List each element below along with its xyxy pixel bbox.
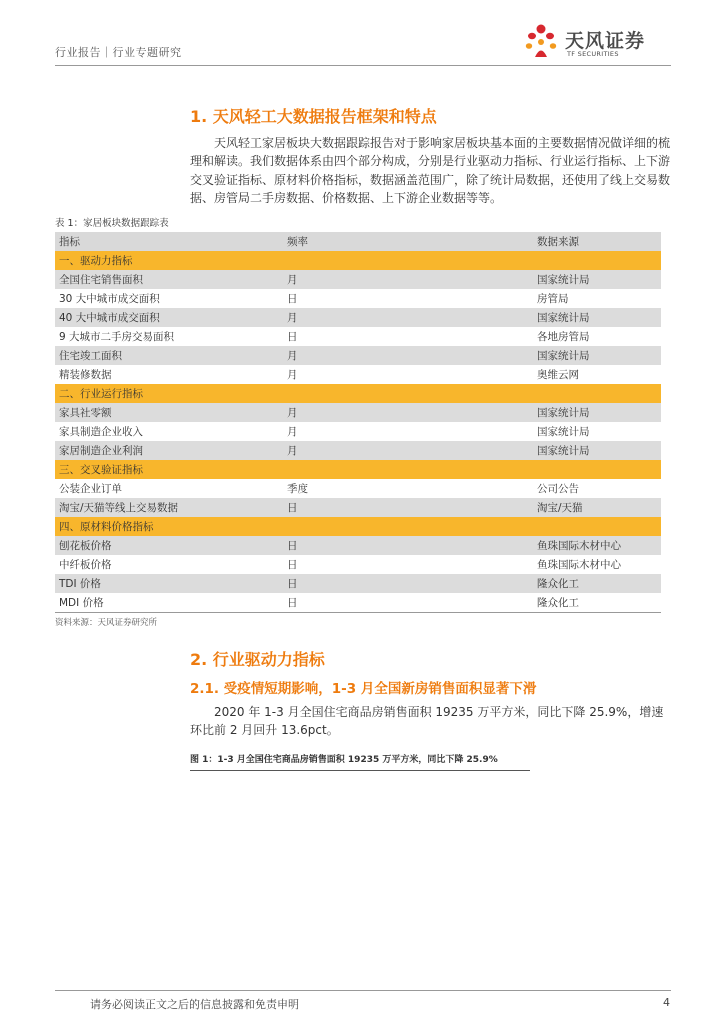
cell-indicator: 家具制造企业收入 <box>55 422 283 441</box>
cell-indicator: MDI 价格 <box>55 593 283 612</box>
section-2-1-title: 2.1. 受疫情短期影响，1-3 月全国新房销售面积显著下滑 <box>190 681 537 697</box>
tracking-table <box>55 232 661 613</box>
table-row <box>55 555 661 574</box>
cell-frequency: 月 <box>283 403 533 422</box>
table-row <box>55 574 661 593</box>
cell-source: 国家统计局 <box>533 422 661 441</box>
cell-source: 奥维云网 <box>533 365 661 384</box>
cell-indicator: 精装修数据 <box>55 365 283 384</box>
cell-source: 鱼珠国际木材中心 <box>533 536 661 555</box>
cell-source <box>533 517 661 536</box>
cell-frequency: 月 <box>283 346 533 365</box>
cell-source: 国家统计局 <box>533 346 661 365</box>
cell-frequency <box>283 460 533 479</box>
footer-divider <box>55 990 671 991</box>
cell-frequency: 日 <box>283 555 533 574</box>
table-row <box>55 289 661 308</box>
table-row <box>55 327 661 346</box>
cell-frequency: 日 <box>283 327 533 346</box>
cell-source <box>533 460 661 479</box>
cell-indicator: 家居制造企业利润 <box>55 441 283 460</box>
figure-caption: 图 1：1-3 月全国住宅商品房销售面积 19235 万平方米，同比下降 25.9% <box>190 751 530 771</box>
cell-frequency: 月 <box>283 422 533 441</box>
cell-source: 国家统计局 <box>533 441 661 460</box>
page-number: 4 <box>663 996 670 1009</box>
cell-frequency: 日 <box>283 498 533 517</box>
cell-source: 国家统计局 <box>533 308 661 327</box>
tf-securities-logo-icon <box>521 22 561 62</box>
table-body <box>55 251 661 612</box>
table-row <box>55 308 661 327</box>
section-2-title: 2. 行业驱动力指标 <box>190 650 325 669</box>
cell-indicator: 四、原材料价格指标 <box>55 517 283 536</box>
cell-frequency: 日 <box>283 536 533 555</box>
cell-indicator: 淘宝/天猫等线上交易数据 <box>55 498 283 517</box>
cell-frequency: 月 <box>283 308 533 327</box>
table-row <box>55 593 661 612</box>
cell-indicator: 中纤板价格 <box>55 555 283 574</box>
section-2-paragraph: 2020 年 1-3 月全国住宅商品房销售面积 19235 万平方米，同比下降 25.9%，增速环比前 2 月回升 13.6pct。 <box>190 705 664 738</box>
cell-source <box>533 384 661 403</box>
page-header <box>55 0 671 66</box>
cell-source: 各地房管局 <box>533 327 661 346</box>
logo-text-cn: 天风证券 <box>565 30 646 52</box>
cell-source: 房管局 <box>533 289 661 308</box>
table-row <box>55 365 661 384</box>
table-header-row <box>55 232 661 251</box>
cell-indicator: 全国住宅销售面积 <box>55 270 283 289</box>
cell-frequency: 月 <box>283 365 533 384</box>
cell-indicator: 一、驱动力指标 <box>55 251 283 270</box>
cell-source: 国家统计局 <box>533 270 661 289</box>
table-source: 资料来源：天风证券研究所 <box>55 618 158 628</box>
table-row <box>55 270 661 289</box>
footer-disclaimer: 请务必阅读正文之后的信息披露和免责申明 <box>90 998 299 1011</box>
cell-frequency: 日 <box>283 574 533 593</box>
cell-source: 国家统计局 <box>533 403 661 422</box>
cell-source <box>533 251 661 270</box>
cell-source: 鱼珠国际木材中心 <box>533 555 661 574</box>
table-row <box>55 479 661 498</box>
table-row <box>55 346 661 365</box>
cell-source: 淘宝/天猫 <box>533 498 661 517</box>
cell-indicator: 公装企业订单 <box>55 479 283 498</box>
section-1-title: 1. 天风轻工大数据报告框架和特点 <box>190 107 437 126</box>
table-row <box>55 536 661 555</box>
cell-frequency: 日 <box>283 289 533 308</box>
cell-frequency: 月 <box>283 441 533 460</box>
breadcrumb: 行业报告｜行业专题研究 <box>55 46 182 59</box>
table-section-row <box>55 251 661 270</box>
table-section-row <box>55 384 661 403</box>
table-section-row <box>55 517 661 536</box>
cell-frequency: 月 <box>283 270 533 289</box>
cell-indicator: 9 大城市二手房交易面积 <box>55 327 283 346</box>
cell-frequency <box>283 384 533 403</box>
company-logo <box>521 22 671 64</box>
cell-indicator: 刨花板价格 <box>55 536 283 555</box>
cell-frequency <box>283 517 533 536</box>
cell-indicator: 三、交叉验证指标 <box>55 460 283 479</box>
cell-indicator: TDI 价格 <box>55 574 283 593</box>
header-indicator: 指标 <box>59 236 80 248</box>
table-row <box>55 441 661 460</box>
section-1-paragraph: 天风轻工家居板块大数据跟踪报告对于影响家居板块基本面的主要数据情况做详细的梳理和解读。我们数据体系由四个部分构成，分别是行业驱动力指标、行业运行指标、上下游交叉验证指标、原材料价格指标，数据涵盖范围广，除了统计局数据，还使用了线上交易数据、房管局二手房数据、价格数据、上下游企业数据等等。 <box>190 136 671 206</box>
cell-indicator: 40 大中城市成交面积 <box>55 308 283 327</box>
header-source: 数据来源 <box>537 236 579 248</box>
table-row <box>55 498 661 517</box>
cell-source: 隆众化工 <box>533 574 661 593</box>
cell-frequency: 日 <box>283 593 533 612</box>
cell-frequency: 季度 <box>283 479 533 498</box>
table-section-row <box>55 460 661 479</box>
cell-indicator: 家具社零额 <box>55 403 283 422</box>
table-row <box>55 422 661 441</box>
cell-indicator: 30 大中城市成交面积 <box>55 289 283 308</box>
cell-indicator: 二、行业运行指标 <box>55 384 283 403</box>
cell-indicator: 住宅竣工面积 <box>55 346 283 365</box>
table-caption: 表 1：家居板块数据跟踪表 <box>55 218 169 229</box>
table-row <box>55 403 661 422</box>
cell-source: 公司公告 <box>533 479 661 498</box>
logo-text-en: TF SECURITIES <box>567 50 619 58</box>
header-frequency: 频率 <box>287 236 308 248</box>
cell-frequency <box>283 251 533 270</box>
cell-source: 隆众化工 <box>533 593 661 612</box>
